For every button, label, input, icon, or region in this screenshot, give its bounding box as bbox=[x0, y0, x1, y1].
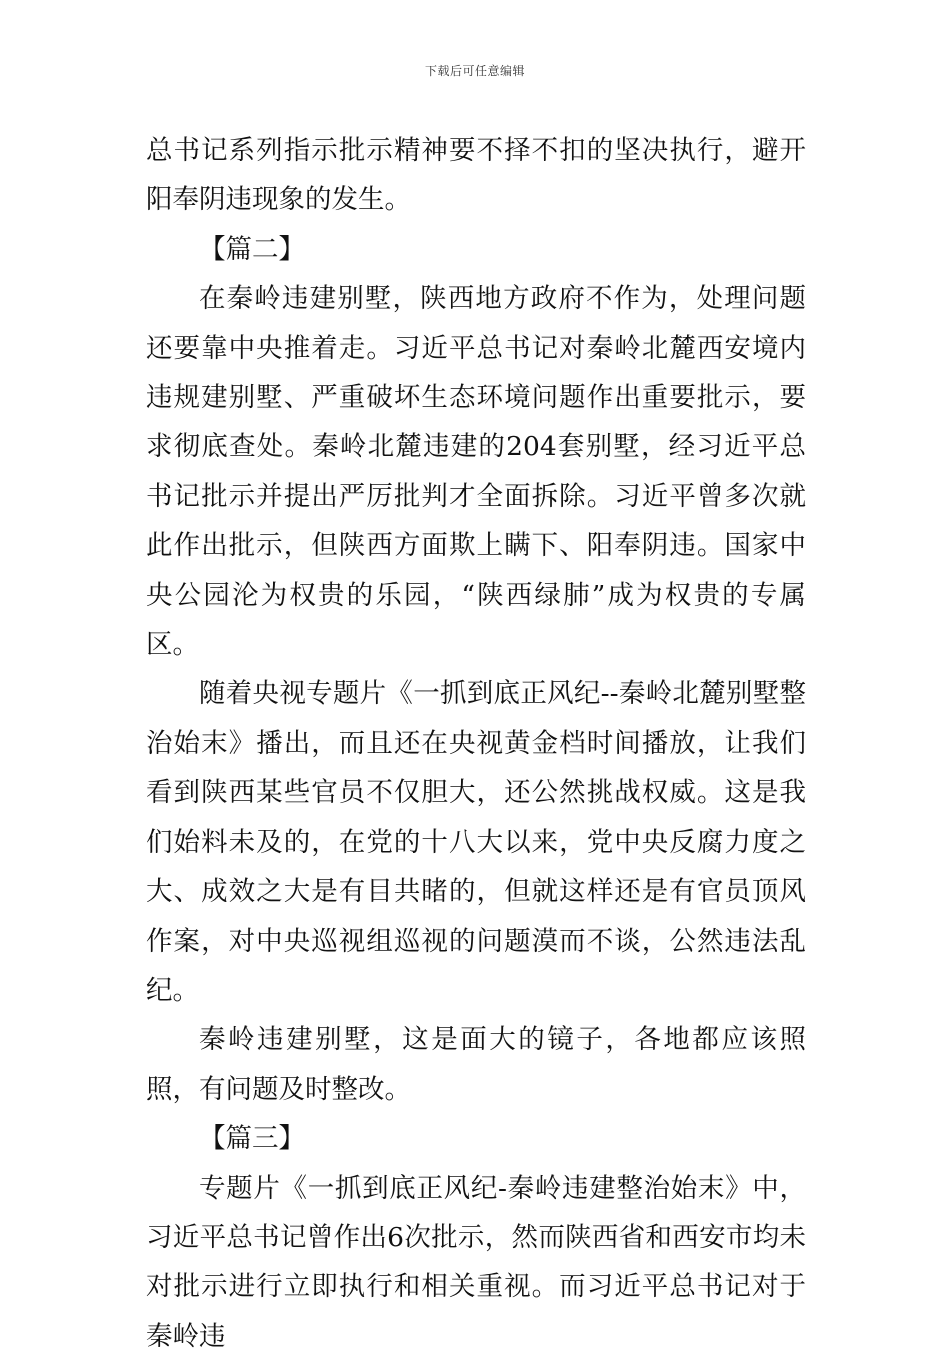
section-heading-2: 【篇二】 bbox=[199, 233, 305, 265]
paragraph-continuation: 总书记系列指示批示精神要不择不扣的坚决执行，避开阳奉阴违现象的发生。 bbox=[146, 135, 806, 216]
page-header: 下载后可任意编辑 bbox=[424, 64, 525, 78]
paragraph: 随着央视专题片《一抓到底正风纪--秦岭北麓别墅整治始末》播出，而且还在央视黄金档时间播放，让我们看到陕西某些官员不仅胆大，还公然挑战权威。这是我们始料未及的，在党的十八大以来，党中央反腐力度之大、成效之大是有目共睹的，但就这样还是有官员顶风作案，对中央巡视组巡视的问题漠而不谈，公然违法乱纪。 bbox=[146, 678, 806, 1006]
paragraph: 专题片《一抓到底正风纪-秦岭违建整治始末》中，习近平总书记曾作出6次批示，然而陕西省和西安市均未对批示进行立即执行和相关重视。而习近平总书记对于秦岭违 bbox=[146, 1172, 806, 1352]
paragraph: 秦岭违建别墅，这是面大的镜子，各地都应该照照，有问题及时整改。 bbox=[146, 1024, 806, 1105]
paragraph: 在秦岭违建别墅，陕西地方政府不作为，处理问题还要靠中央推着走。习近平总书记对秦岭北麓西安境内违规建别墅、严重破坏生态环境问题作出重要批示，要求彻底查处。秦岭北麓违建的204套别墅，经习近平总书记批示并提出严厉批判才全面拆除。习近平曾多次就此作出批示，但陕西方面欺上瞒下、阳奉阴违。国家中央公园沦为权贵的乐园，“陕西绿肺”成为权贵的专属区。 bbox=[146, 283, 806, 661]
section-heading-3: 【篇三】 bbox=[199, 1123, 305, 1155]
document-body bbox=[146, 126, 806, 1361]
